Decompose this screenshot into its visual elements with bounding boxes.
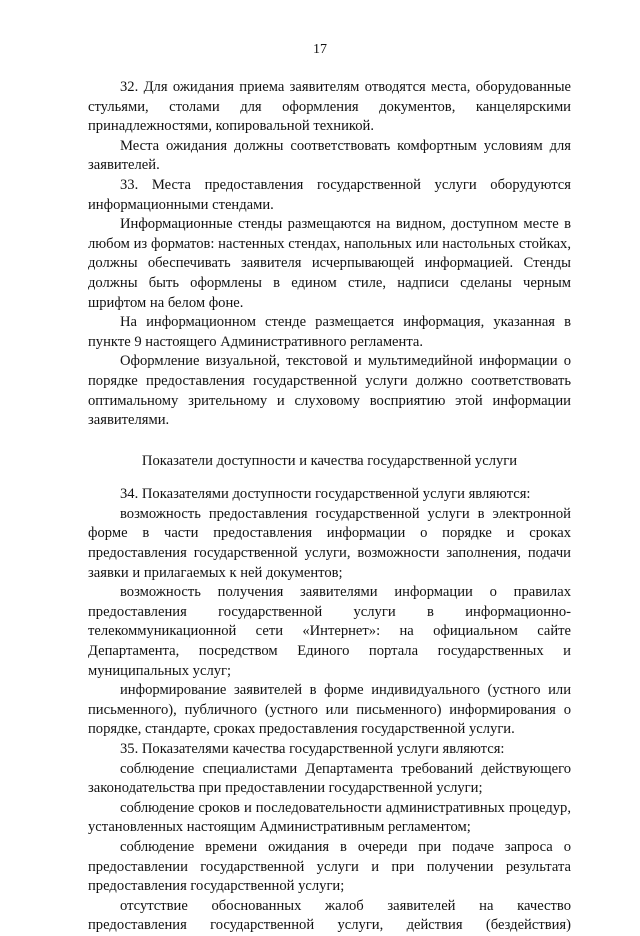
paragraph-deadlines: соблюдение сроков и последовательности административных процедур, установленных настоящим Административным регламентом;: [88, 799, 571, 836]
paragraph-34: 34. Показателями доступности государственной услуги являются:: [120, 486, 531, 503]
paragraph-info-stands: Информационные стенды размещаются на видном, доступном месте в любом из форматов: настенных стендах, напольных или настольных стойках, должны обеспечивать заявителя исчерпывающей информацией. Стенды должны быть оформлены в едином стиле, надписи сделаны черным шрифтом на белом фоне.: [88, 216, 571, 311]
paragraph-informing: информирование заявителей в форме индивидуального (устного или письменного), публичного (устного или письменного) информирования о порядке, стандарте, сроках предоставления государственной услуги.: [88, 682, 571, 738]
paragraph-35: 35. Показателями качества государственной услуги являются:: [120, 741, 505, 757]
paragraph-internet-info: возможность получения заявителями информации о правилах предоставления государственной услуги в информационно-телекоммуникационной сети «Интернет»: на официальном сайте Департамента, посредством Единого портала государственных и муниципальных услуг;: [88, 584, 571, 679]
page-number: 17: [313, 42, 327, 57]
paragraph-electronic-form: возможность предоставления государственной услуги в электронной форме в части предоставления информации о порядке и сроках предоставления государственной услуги, возможности заполнения, подачи заявки и прилагаемых к ней документов;: [88, 505, 571, 581]
paragraph-32: 32. Для ожидания приема заявителям отводятся места, оборудованные стульями, столами для оформления документов, канцелярскими принадлежностями, копировальной техникой.: [88, 79, 571, 135]
paragraph-complaints: отсутствие обоснованных жалоб заявителей на качество предоставления государственной услуги, действия (бездействия): [88, 897, 571, 934]
paragraph-multimedia: Оформление визуальной, текстовой и мультимедийной информации о порядке предоставления государственной услуги должно соответствовать оптимальному зрительному и слуховому восприятию этой информации заявителями.: [88, 353, 571, 429]
paragraph-waiting-comfort: Места ожидания должны соответствовать комфортным условиям для заявителей.: [88, 137, 571, 174]
section-heading: Показатели доступности и качества государственной услуги: [141, 452, 518, 469]
paragraph-queue-time: соблюдение времени ожидания в очереди при подаче запроса о предоставлении государственной услуги и при получении результата предоставления государственной услуги;: [88, 838, 571, 895]
document-body: [88, 78, 571, 936]
paragraph-33: 33. Места предоставления государственной услуги оборудуются информационными стендами.: [88, 176, 571, 213]
paragraph-legislation: соблюдение специалистами Департамента требований действующего законодательства при предоставлении государственной услуги;: [88, 760, 571, 797]
paragraph-stand-info: На информационном стенде размещается информация, указанная в пункте 9 настоящего Административного регламента.: [88, 314, 571, 350]
